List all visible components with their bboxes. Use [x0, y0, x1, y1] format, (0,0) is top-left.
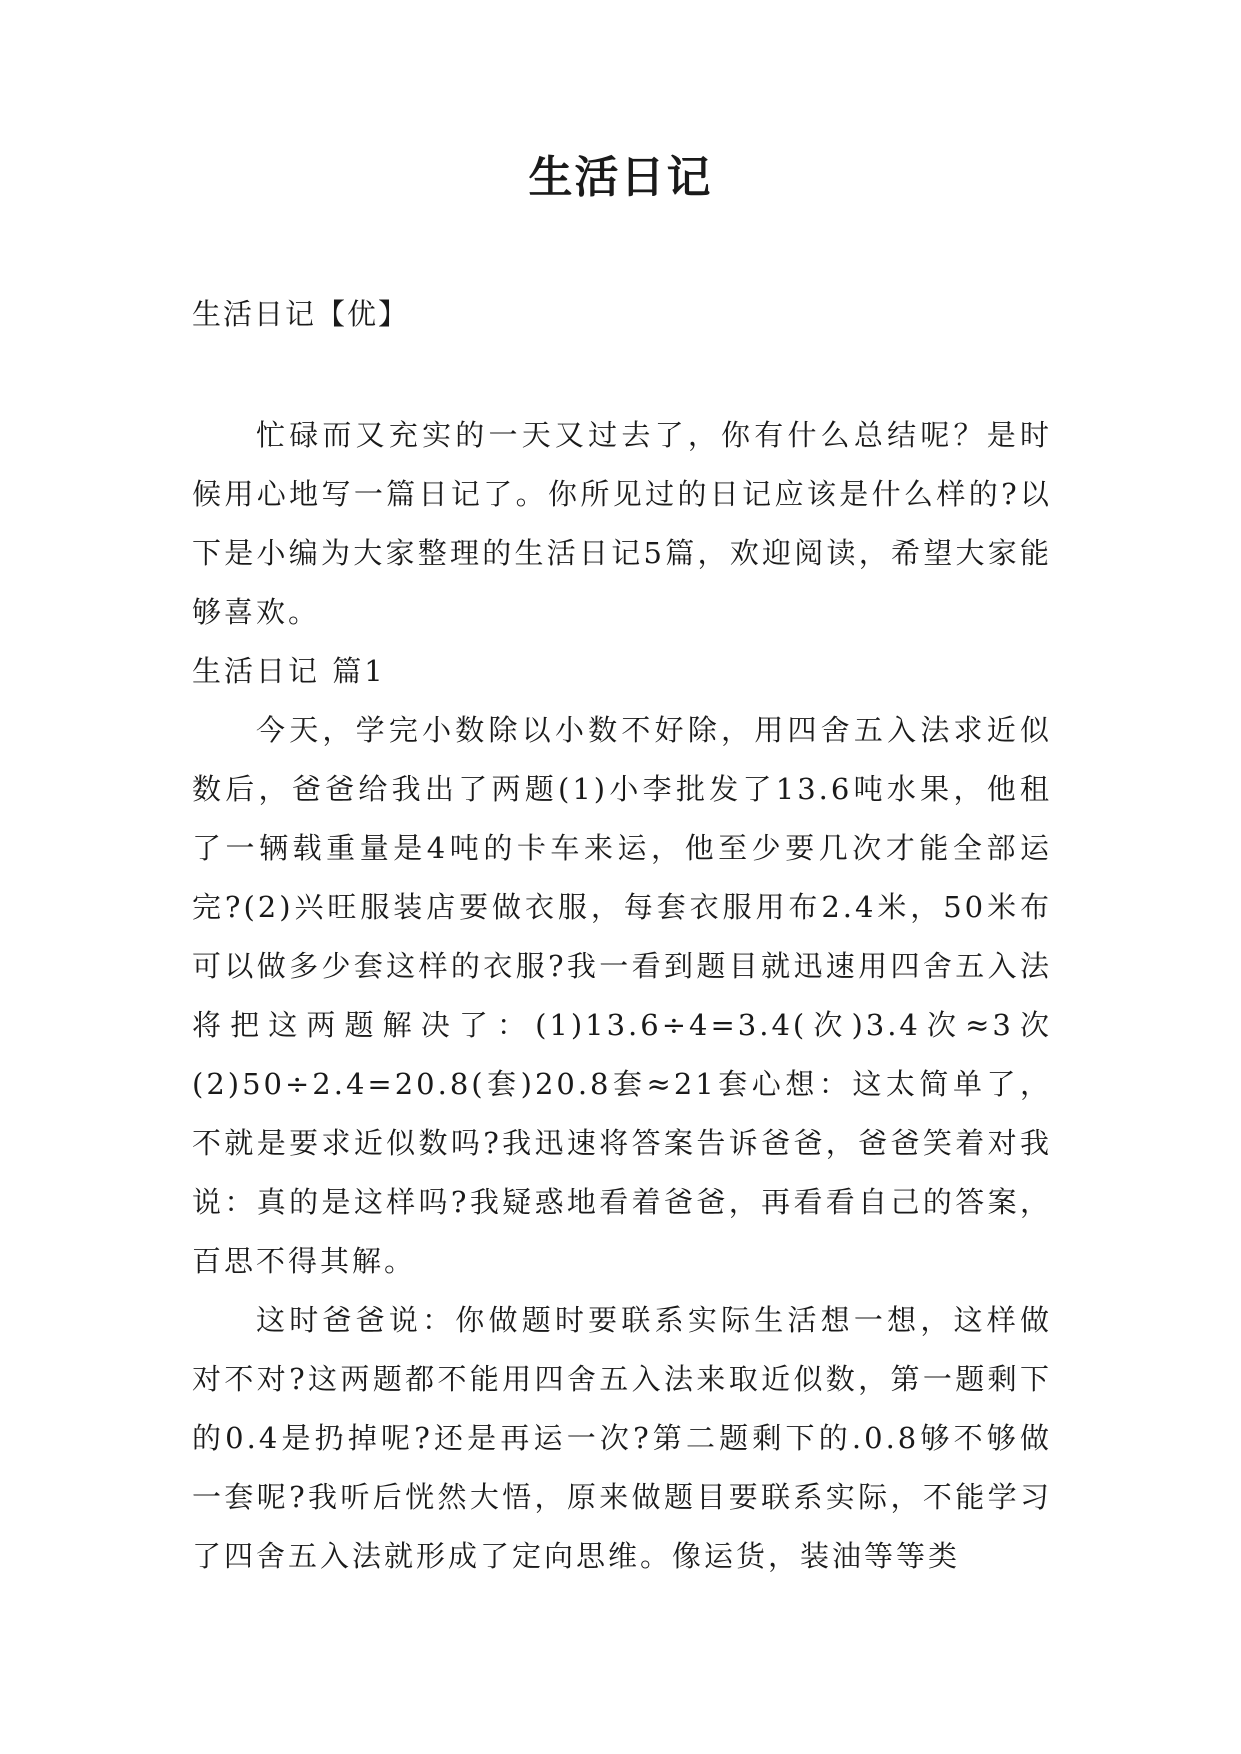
- body-paragraph-2: 这时爸爸说：你做题时要联系实际生活想一想，这样做对不对?这两题都不能用四舍五入法来取近似数，第一题剩下的0.4是扔掉呢?还是再运一次?第二题剩下的.0.8够不够做一套呢?我听后恍然大悟，原来做题目要联系实际，不能学习了四舍五入法就形成了定向思维。像运货，装油等等类: [192, 1303, 1052, 1573]
- document-body: [192, 406, 1052, 1586]
- document-subtitle: 生活日记【优】: [192, 297, 410, 331]
- section-heading: 生活日记 篇1: [192, 654, 386, 688]
- intro-paragraph: 忙碌而又充实的一天又过去了，你有什么总结呢？是时候用心地写一篇日记了。你所见过的日记应该是什么样的?以下是小编为大家整理的生活日记5篇，欢迎阅读，希望大家能够喜欢。: [192, 418, 1052, 629]
- body-paragraph-1: 今天，学完小数除以小数不好除，用四舍五入法求近似数后，爸爸给我出了两题(1)小李批发了13.6吨水果，他租了一辆载重量是4吨的卡车来运，他至少要几次才能全部运完?(2)兴旺服装店要做衣服，每套衣服用布2.4米，50米布可以做多少套这样的衣服?我一看到题目就迅速用四舍五入法将把这两题解决了：(1)13.6÷4=3.4(次)3.4次≈3次(2)50÷2.4=20.8(套)20.8套≈21套心想：这太简单了，不就是要求近似数吗?我迅速将答案告诉爸爸，爸爸笑着对我说：真的是这样吗?我疑惑地看着爸爸，再看看自己的答案，百思不得其解。: [192, 713, 1052, 1278]
- document-title: 生活日记: [528, 152, 713, 203]
